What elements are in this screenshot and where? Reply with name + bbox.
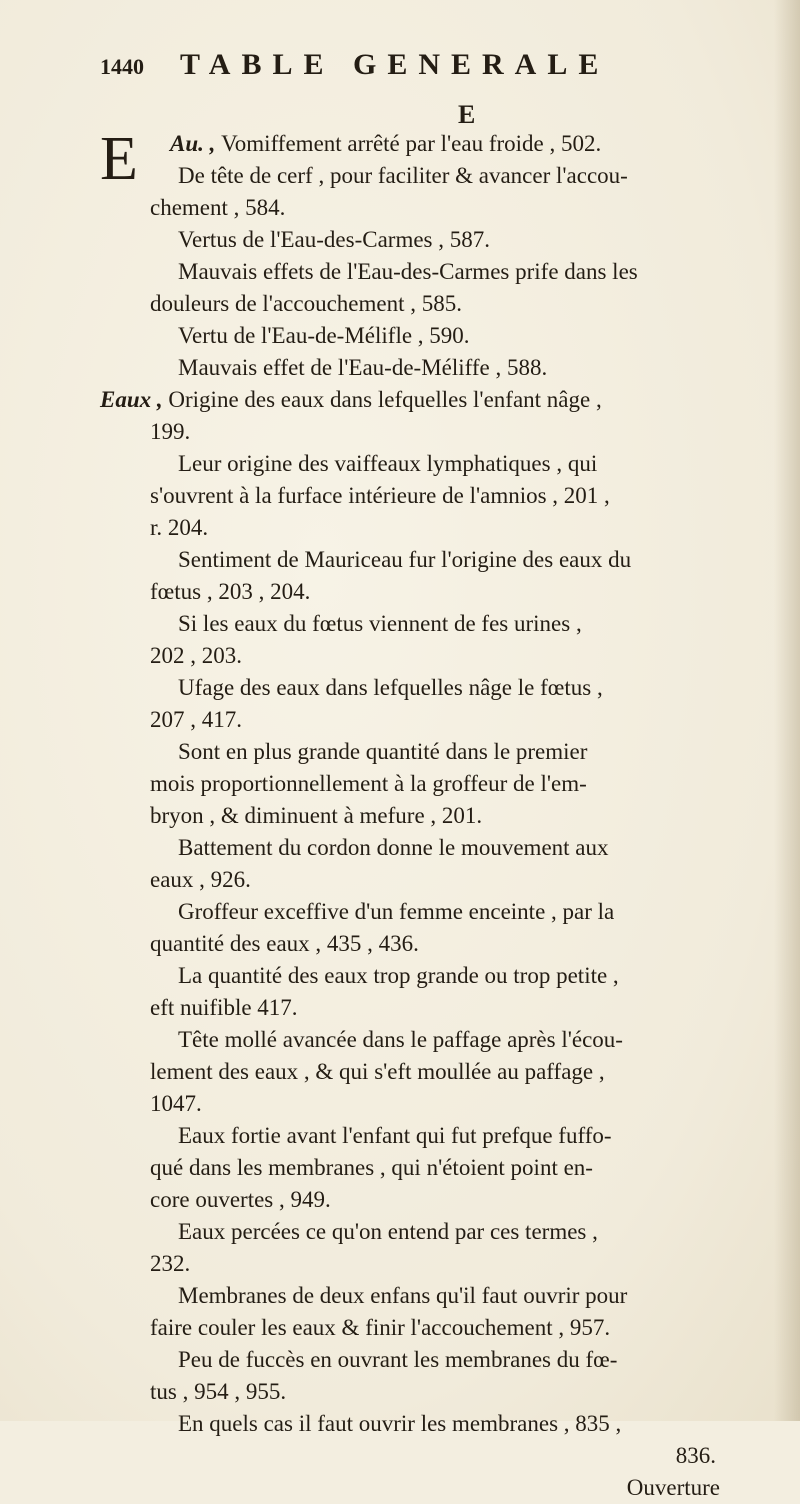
line-text: Eaux fortie avant l'enfant qui fut prefque fuffo- (178, 1123, 612, 1148)
text-line (150, 1312, 720, 1344)
page-number: 1440 (100, 54, 144, 79)
text-line (150, 1344, 720, 1376)
line-text: chement , 584. (150, 195, 286, 220)
text-line (150, 1120, 720, 1152)
drop-cap: E (100, 125, 138, 193)
line-text: Groffeur exceffive d'un femme enceinte , par la (178, 899, 615, 924)
text-line (150, 928, 720, 960)
line-text: bryon , & diminuent à mefure , 201. (150, 803, 483, 828)
line-text: Vertu de l'Eau-de-Mélifle , 590. (178, 323, 470, 348)
text-line (150, 1152, 720, 1184)
line-text: eft nuifible 417. (150, 995, 298, 1020)
line-text: faire couler les eaux & finir l'accouchement , 957. (150, 1315, 611, 1340)
text-line (150, 640, 720, 672)
line-text: lement des eaux , & qui s'eft moullée au paffage , (150, 1059, 605, 1084)
text-line (150, 1024, 720, 1056)
line-text: Leur origine des vaiffeaux lymphatiques , qui (178, 451, 598, 476)
line-text: 202 , 203. (150, 643, 242, 668)
text-line (150, 832, 720, 864)
text-line (150, 480, 720, 512)
line-text: douleurs de l'accouchement , 585. (150, 291, 462, 316)
text-line (150, 288, 720, 320)
text-line (150, 704, 720, 736)
text-line (150, 672, 720, 704)
text-line (150, 448, 720, 480)
line-text: Origine des eaux dans lefquelles l'enfant nâge , (168, 387, 602, 412)
text-line (150, 736, 720, 768)
text-line (150, 192, 720, 224)
line-text: Battement du cordon donne le mouvement aux (178, 835, 609, 860)
index-entries (100, 128, 720, 1504)
line-text: En quels cas il faut ouvrir les membranes , 835 , (178, 1411, 622, 1436)
text-line (150, 416, 720, 448)
text-line (150, 1088, 720, 1120)
text-line (150, 1184, 720, 1216)
line-text: Membranes de deux enfans qu'il faut ouvrir pour (178, 1283, 628, 1308)
text-line (150, 224, 720, 256)
line-text: r. 204. (150, 515, 209, 540)
line-text: eaux , 926. (150, 867, 251, 892)
text-line (150, 544, 720, 576)
text-line (150, 1408, 720, 1440)
text-line (150, 1376, 720, 1408)
catchword: Ouverture (626, 1475, 720, 1500)
line-text: mois proportionnellement à la groffeur de l'em- (150, 771, 587, 796)
text-line (150, 1216, 720, 1248)
line-text: De tête de cerf , pour faciliter & avancer l'accou- (178, 163, 628, 188)
line-text: Eaux percées ce qu'on entend par ces termes , (178, 1219, 598, 1244)
text-line (150, 960, 720, 992)
line-text: La quantité des eaux trop grande ou trop petite , (178, 963, 619, 988)
entry-keyword: Au. , (170, 131, 222, 156)
text-line (150, 864, 720, 896)
line-text: 199. (150, 419, 191, 444)
text-line (150, 320, 720, 352)
line-text: fœtus , 203 , 204. (150, 579, 311, 604)
text-line (150, 800, 720, 832)
line-text: Sont en plus grande quantité dans le premier (178, 739, 588, 764)
line-text: Mauvais effet de l'Eau-de-Méliffe , 588. (178, 355, 548, 380)
line-text: Si les eaux du fœtus viennent de fes urines , (178, 611, 582, 636)
text-line (150, 128, 720, 160)
line-text: 207 , 417. (150, 707, 242, 732)
line-text: Ufage des eaux dans lefquelles nâge le fœtus , (178, 675, 603, 700)
text-line (150, 1248, 720, 1280)
text-line (150, 576, 720, 608)
text-line (100, 384, 720, 416)
line-text: qué dans les membranes , qui n'étoient point en- (150, 1155, 593, 1180)
text-line (150, 1440, 720, 1472)
line-text: s'ouvrent à la furface intérieure de l'amnios , 201 , (150, 483, 610, 508)
line-text: 232. (150, 1251, 191, 1276)
line-text: Sentiment de Mauriceau fur l'origine des eaux du (178, 547, 632, 572)
text-line (150, 512, 720, 544)
section-letter: E (458, 100, 476, 129)
text-line (150, 160, 720, 192)
text-line (150, 352, 720, 384)
line-text: Tête mollé avancée dans le paffage après l'écou- (178, 1027, 623, 1052)
line-text: Vomiffement arrêté par l'eau froide , 502. (221, 131, 602, 156)
line-text: Vertus de l'Eau-des-Carmes , 587. (178, 227, 491, 252)
line-text: 1047. (150, 1091, 202, 1116)
line-text: Mauvais effets de l'Eau-des-Carmes prife dans les (178, 259, 638, 284)
text-line (150, 608, 720, 640)
page-edge-shadow (774, 0, 800, 1421)
text-line (150, 256, 720, 288)
text-line (150, 992, 720, 1024)
entry-keyword: Eaux , (100, 387, 169, 412)
line-text: tus , 954 , 955. (150, 1379, 287, 1404)
text-line (150, 1280, 720, 1312)
text-line (150, 1056, 720, 1088)
text-line (150, 768, 720, 800)
line-text: quantité des eaux , 435 , 436. (150, 931, 419, 956)
line-text: 836. (675, 1443, 716, 1468)
line-text: Peu de fuccès en ouvrant les membranes du fœ- (178, 1347, 618, 1372)
line-text: core ouvertes , 949. (150, 1187, 331, 1212)
running-title: TABLE GENERALE (180, 48, 610, 81)
text-line (150, 896, 720, 928)
